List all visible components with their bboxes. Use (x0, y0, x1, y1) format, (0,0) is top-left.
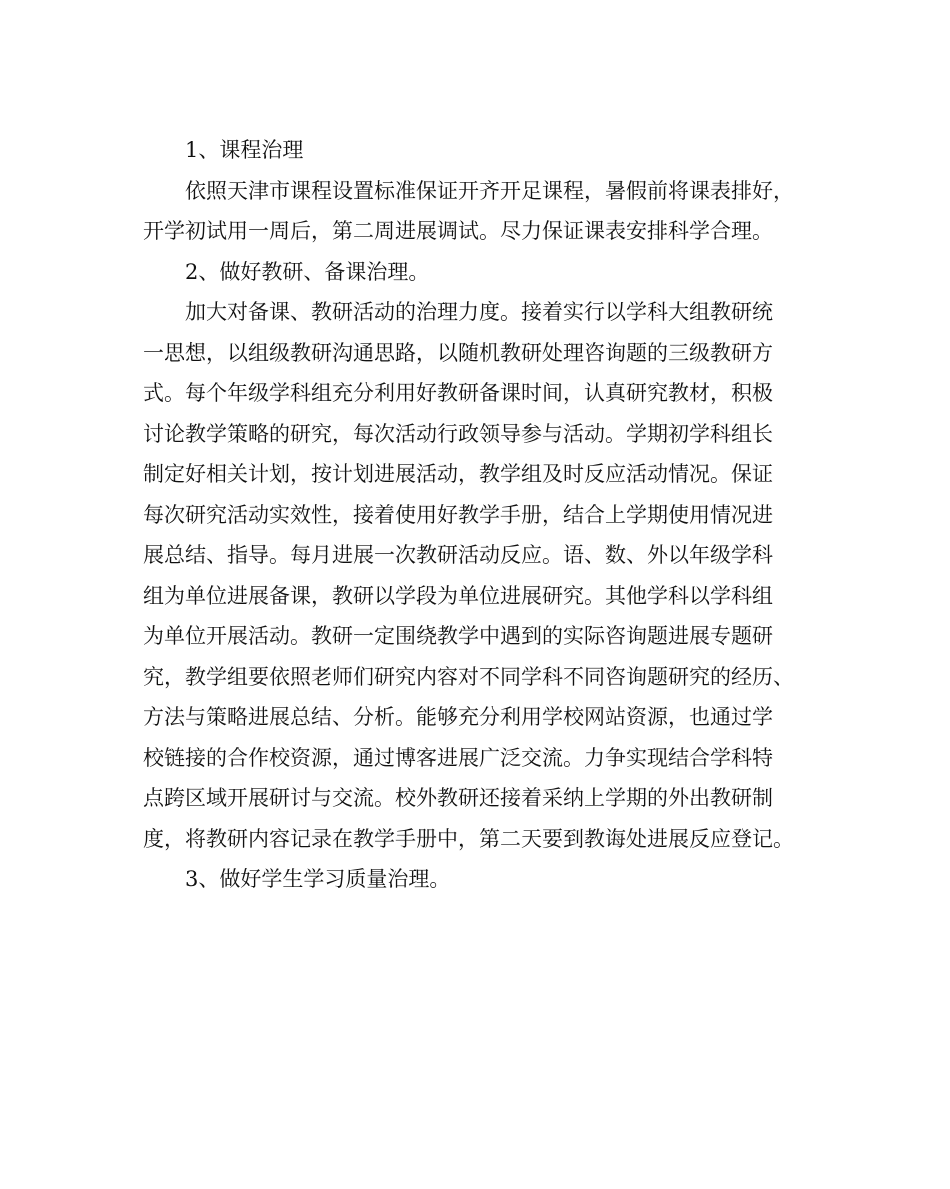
section-2-paragraph (143, 292, 809, 859)
paragraph-line: 制定好相关计划，按计划进展活动，教学组及时反应活动情况。保证 (143, 462, 773, 486)
paragraph-line: 式。每个年级学科组充分利用好教研备课时间，认真研究教材，积极 (143, 381, 773, 405)
paragraph-line: 每次研究活动实效性，接着使用好教学手册，结合上学期使用情况进 (143, 502, 773, 527)
paragraph-line: 加大对备课、教研活动的治理力度。接着实行以学科大组教研统 (185, 300, 773, 324)
paragraph-line: 校链接的合作校资源，通过博客进展广泛交流。力争实现结合学科特 (143, 745, 773, 770)
paragraph-line: 组为单位进展备课，教研以学段为单位进展研究。其他学科以学科组 (143, 583, 773, 608)
section-2-heading: 2、做好教研、备课治理。 (185, 259, 430, 284)
paragraph-line: 一思想，以组级教研沟通思路，以随机教研处理咨询题的三级教研方 (143, 340, 773, 365)
paragraph-line: 展总结、指导。每月进展一次教研活动反应。语、数、外以年级学科 (143, 543, 773, 567)
paragraph-line: 为单位开展活动。教研一定围绕教学中遇到的实际咨询题进展专题研 (143, 624, 773, 648)
paragraph-line: 依照天津市课程设置标准保证开齐开足课程，暑假前将课表排好， (185, 178, 794, 203)
paragraph-line: 度，将教研内容记录在教学手册中，第二天要到教诲处进展反应登记。 (143, 826, 794, 851)
section-3-heading: 3、做好学生学习质量治理。 (185, 867, 451, 891)
paragraph-line: 究，教学组要依照老师们研究内容对不同学科不同咨询题研究的经历、 (143, 664, 794, 689)
paragraph-line: 开学初试用一周后，第二周进展调试。尽力保证课表安排科学合理。 (143, 219, 773, 243)
document-body (143, 130, 809, 900)
section-1-paragraph (143, 171, 809, 252)
paragraph-line: 点跨区域开展研讨与交流。校外教研还接着采纳上学期的外出教研制 (143, 786, 773, 810)
section-1-heading: 1、课程治理 (185, 138, 304, 162)
paragraph-line: 讨论教学策略的研究，每次活动行政领导参与活动。学期初学科组长 (143, 421, 773, 446)
paragraph-line: 方法与策略进展总结、分析。能够充分利用学校网站资源，也通过学 (143, 705, 773, 729)
